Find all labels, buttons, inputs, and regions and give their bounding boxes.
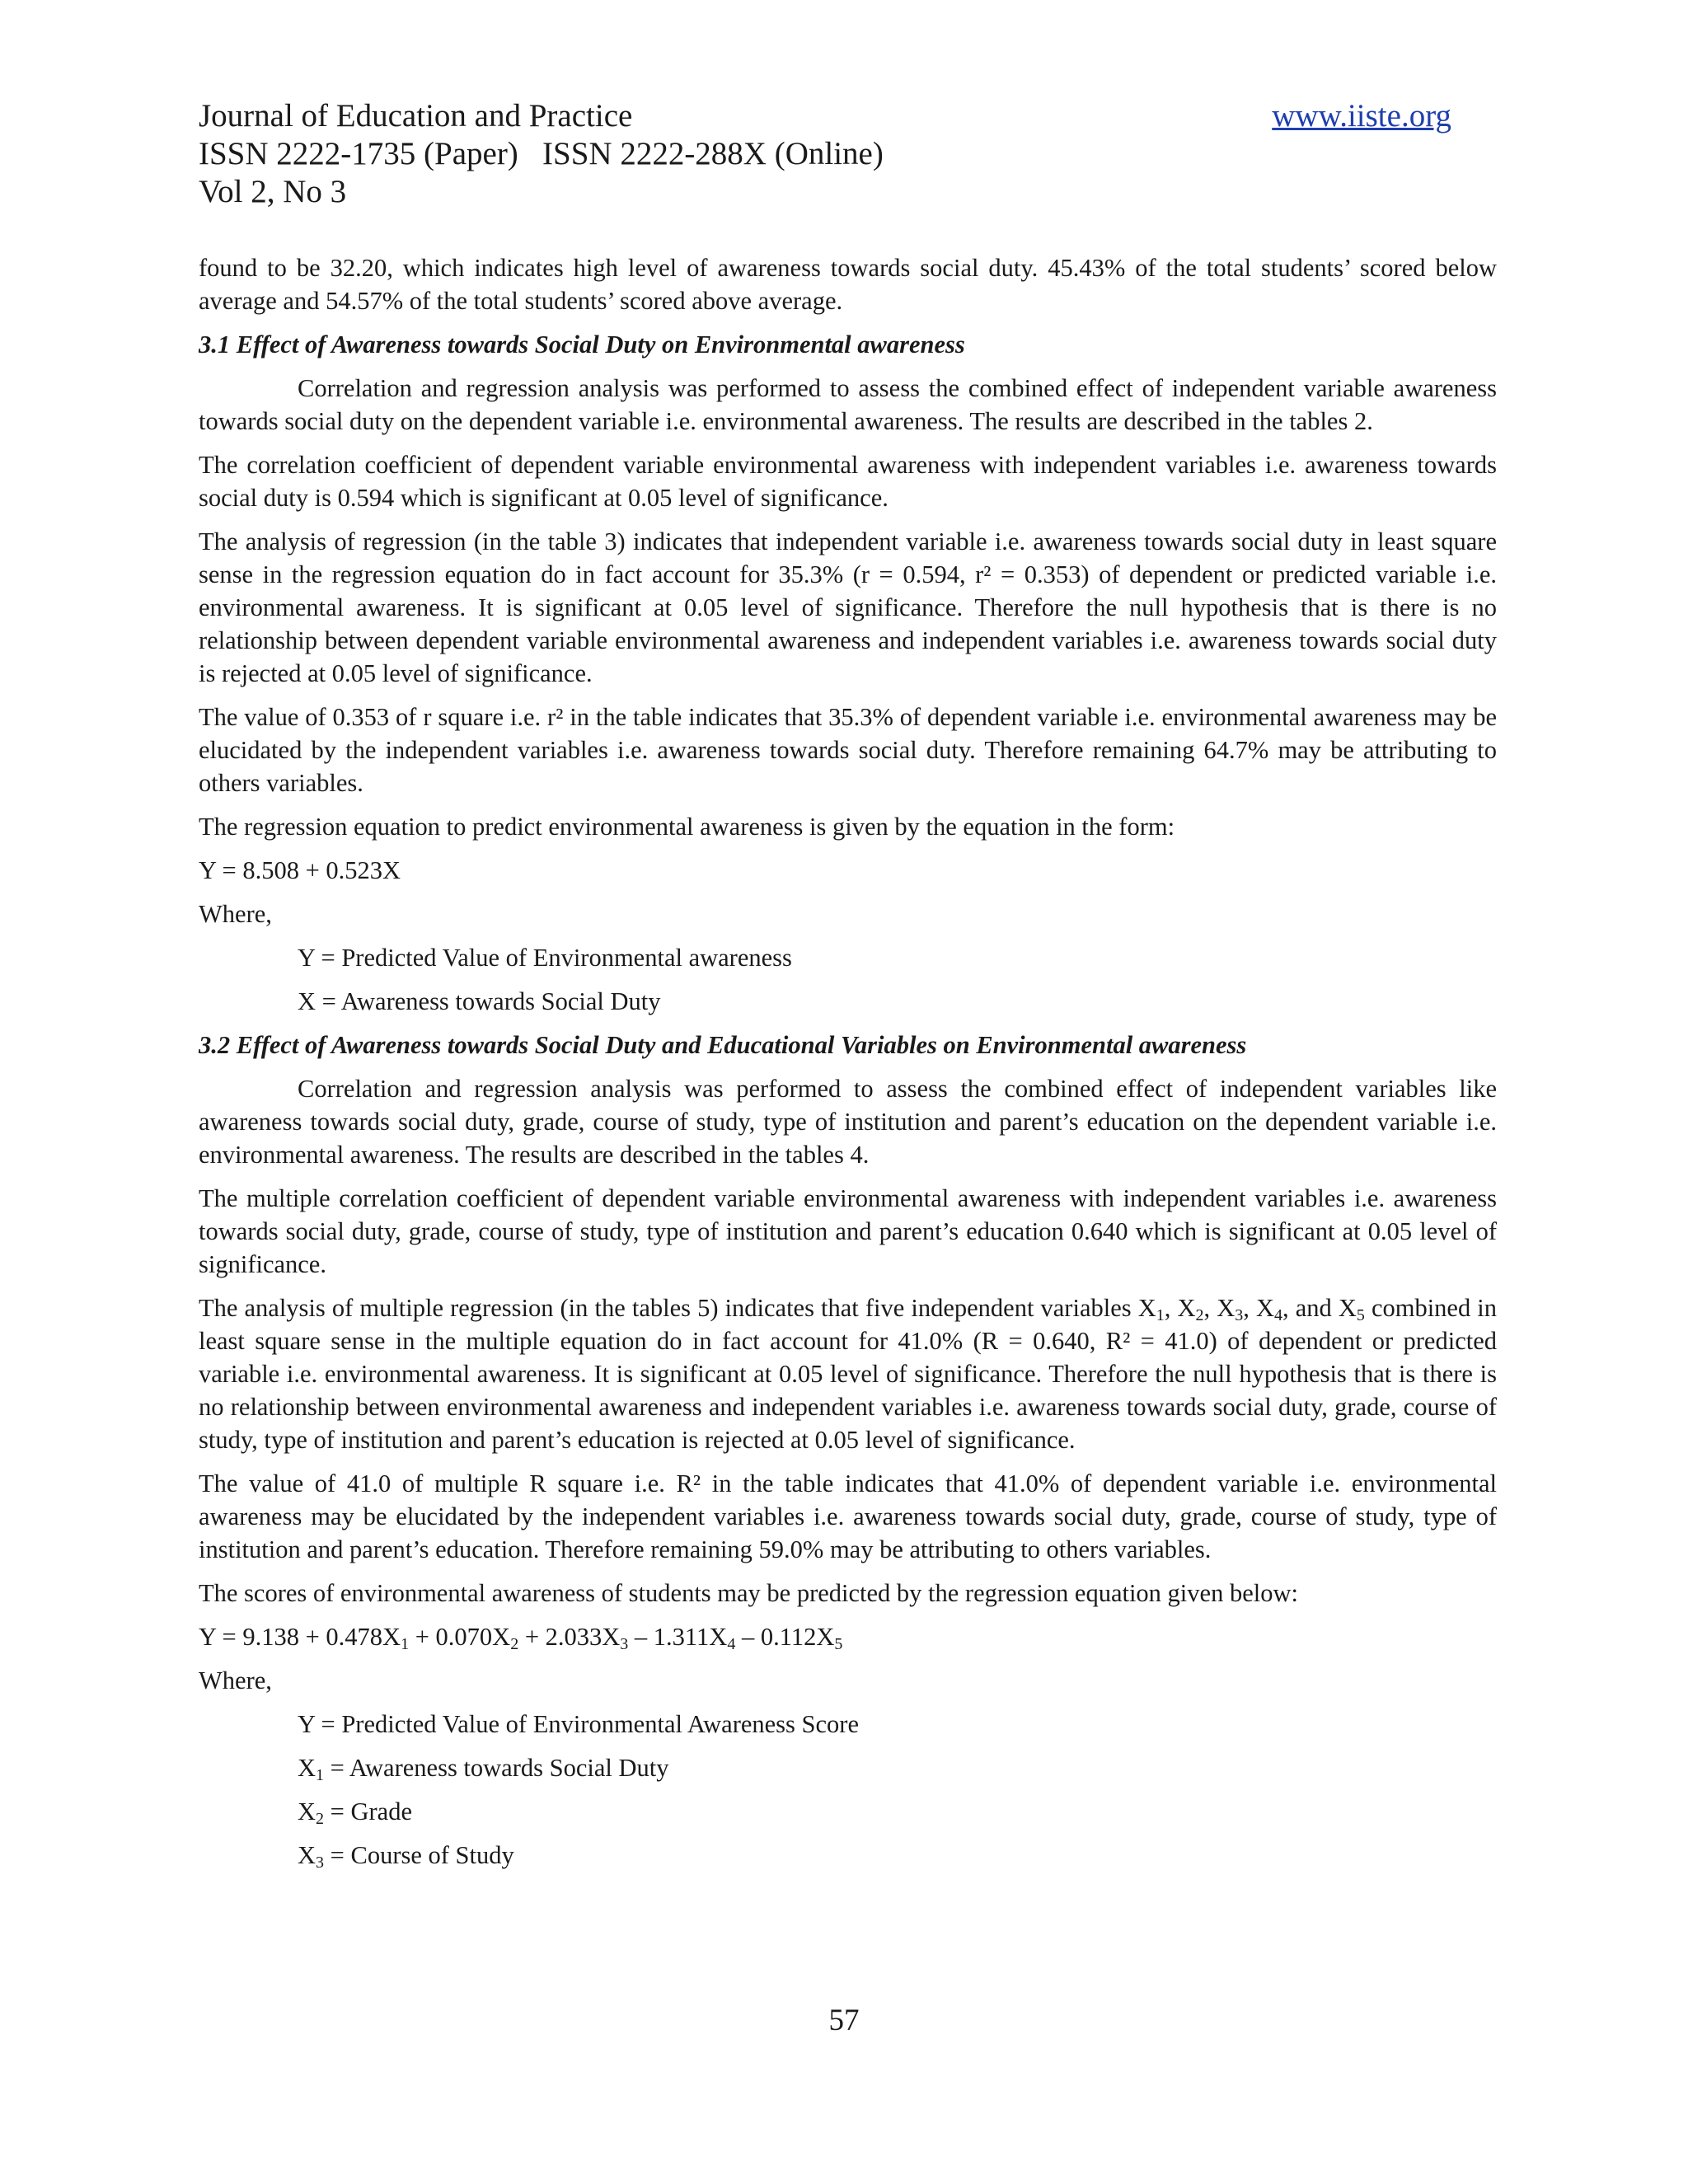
sub-2: 2	[316, 1810, 325, 1828]
sep: ,	[1203, 1294, 1217, 1322]
var-x: X	[1217, 1294, 1236, 1322]
sub-5: 5	[834, 1635, 843, 1653]
section-3-2-paragraph-4: The value of 41.0 of multiple R square i.e. R² in the table indicates that 41.0% of dependent variable i.e. environmental awareness may be elucidated by the independent variables i.e. awareness towards social duty, grade, course of study, type of institution and parent’s education. Therefore remaining 59.0% may be attributing to others variables.	[199, 1469, 1497, 1563]
def-x2-text: = Grade	[324, 1797, 412, 1825]
article-body	[199, 251, 1497, 1882]
issn-line: ISSN 2222-1735 (Paper) ISSN 2222-288X (Online)	[199, 136, 884, 171]
volume-line: Vol 2, No 3	[199, 174, 347, 209]
sep: ,	[1243, 1294, 1256, 1322]
section-3-1-paragraph-3: The analysis of regression (in the table 3) indicates that independent variable i.e. awareness towards social duty in least square sense in the regression equation do in fact account for 35.3% (r = 0.594, r² = 0.353) of dependent or predicted variable i.e. environmental awareness. It is significant at 0.05 level of significance. Therefore the null hypothesis that is there is no relationship between dependent variable environmental awareness and independent variables i.e. awareness towards social duty is rejected at 0.05 level of significance.	[199, 527, 1497, 687]
where-label-1: Where,	[199, 900, 272, 928]
var-x: X	[1338, 1294, 1357, 1322]
sub-1: 1	[1156, 1306, 1165, 1324]
definition-x3	[199, 1839, 1497, 1872]
sub-1: 1	[401, 1635, 410, 1653]
definition-y-2: Y = Predicted Value of Environmental Awareness Score	[298, 1710, 859, 1738]
definition-x2	[199, 1795, 1497, 1828]
section-3-2-paragraph-5: The scores of environmental awareness of students may be predicted by the regression equation given below:	[199, 1579, 1298, 1607]
section-3-1-paragraph-2: The correlation coefficient of dependent variable environmental awareness with independent variables i.e. awareness towards social duty is 0.594 which is significant at 0.05 level of significance.	[199, 451, 1497, 512]
section-3-2-paragraph-1: Correlation and regression analysis was performed to assess the combined effect of independent variables like awareness towards social duty, grade, course of study, type of institution and parent’s education on the dependent variable i.e. environmental awareness. The results are described in the tables 4.	[199, 1075, 1497, 1169]
var-x: X	[1255, 1294, 1274, 1322]
def-x1-text: = Awareness towards Social Duty	[324, 1754, 669, 1782]
section-3-2-heading: 3.2 Effect of Awareness towards Social Duty and Educational Variables on Environmental awareness	[199, 1031, 1247, 1059]
page-number: 57	[828, 2004, 860, 2037]
sub-4: 4	[727, 1635, 736, 1653]
definition-x1	[199, 1751, 1497, 1784]
sub-3: 3	[620, 1635, 629, 1653]
sub-2: 2	[510, 1635, 519, 1653]
regression-equation-simple: Y = 8.508 + 0.523X	[199, 856, 401, 884]
section-3-1-paragraph-1: Correlation and regression analysis was performed to assess the combined effect of independent variable awareness towards social duty on the dependent variable i.e. environmental awareness. The results are described in the tables 2.	[199, 374, 1497, 435]
definition-x-1: X = Awareness towards Social Duty	[298, 987, 661, 1015]
eq-term-5: – 0.112X	[735, 1623, 835, 1651]
sep: , and	[1282, 1294, 1339, 1322]
section-3-1-paragraph-5: The regression equation to predict environmental awareness is given by the equation in the form:	[199, 813, 1175, 841]
p3-text-b: combined in least square sense in the multiple equation do in fact account for 41.0% (R = 0.640, R² = 41.0) of dependent or predicted variable i.e. environmental awareness. It is significant at 0.05 level of significance. Therefore the null hypothesis that is there is no relationship between environmental awareness and independent variables i.e. awareness towards social duty, grade, course of study, type of institution and parent’s education is rejected at 0.05 level of significance.	[199, 1294, 1498, 1454]
journal-title: Journal of Education and Practice	[199, 98, 633, 134]
journal-url-link[interactable]: www.iiste.org	[1272, 98, 1451, 134]
journal-header	[199, 97, 1451, 211]
sub-3: 3	[1235, 1306, 1244, 1324]
eq-term-1: Y = 9.138 + 0.478X	[199, 1623, 401, 1651]
sub-4: 4	[1273, 1306, 1282, 1324]
var-x: X	[1177, 1294, 1196, 1322]
p3-text-a: The analysis of multiple regression (in the tables 5) indicates that five independent variables X	[199, 1294, 1156, 1322]
sub-2: 2	[1195, 1306, 1204, 1324]
var-x: X	[298, 1797, 316, 1825]
eq-term-2: + 0.070X	[409, 1623, 511, 1651]
section-3-1-heading: 3.1 Effect of Awareness towards Social Duty on Environmental awareness	[199, 330, 965, 359]
eq-term-4: – 1.311X	[628, 1623, 728, 1651]
intro-paragraph: found to be 32.20, which indicates high level of awareness towards social duty. 45.43% of the total students’ scored below average and 54.57% of the total students’ scored above average.	[199, 254, 1497, 315]
sep: ,	[1164, 1294, 1178, 1322]
eq-term-3: + 2.033X	[518, 1623, 621, 1651]
var-x: X	[298, 1841, 316, 1869]
var-x: X	[298, 1754, 316, 1782]
sub-5: 5	[1356, 1306, 1365, 1324]
definition-y-1: Y = Predicted Value of Environmental awareness	[298, 944, 792, 972]
where-label-2: Where,	[199, 1666, 272, 1694]
sub-1: 1	[316, 1766, 325, 1784]
section-3-1-paragraph-4: The value of 0.353 of r square i.e. r² in the table indicates that 35.3% of dependent variable i.e. environmental awareness may be elucidated by the independent variables i.e. awareness towards social duty. Therefore remaining 64.7% may be attributing to others variables.	[199, 703, 1497, 797]
def-x3-text: = Course of Study	[324, 1841, 514, 1869]
regression-equation-multiple	[199, 1620, 1497, 1653]
sub-3: 3	[316, 1854, 325, 1872]
section-3-2-paragraph-3	[199, 1291, 1497, 1456]
section-3-2-paragraph-2: The multiple correlation coefficient of dependent variable environmental awareness with independent variables i.e. awareness towards social duty, grade, course of study, type of institution and parent’s education 0.640 which is significant at 0.05 level of significance.	[199, 1184, 1497, 1278]
